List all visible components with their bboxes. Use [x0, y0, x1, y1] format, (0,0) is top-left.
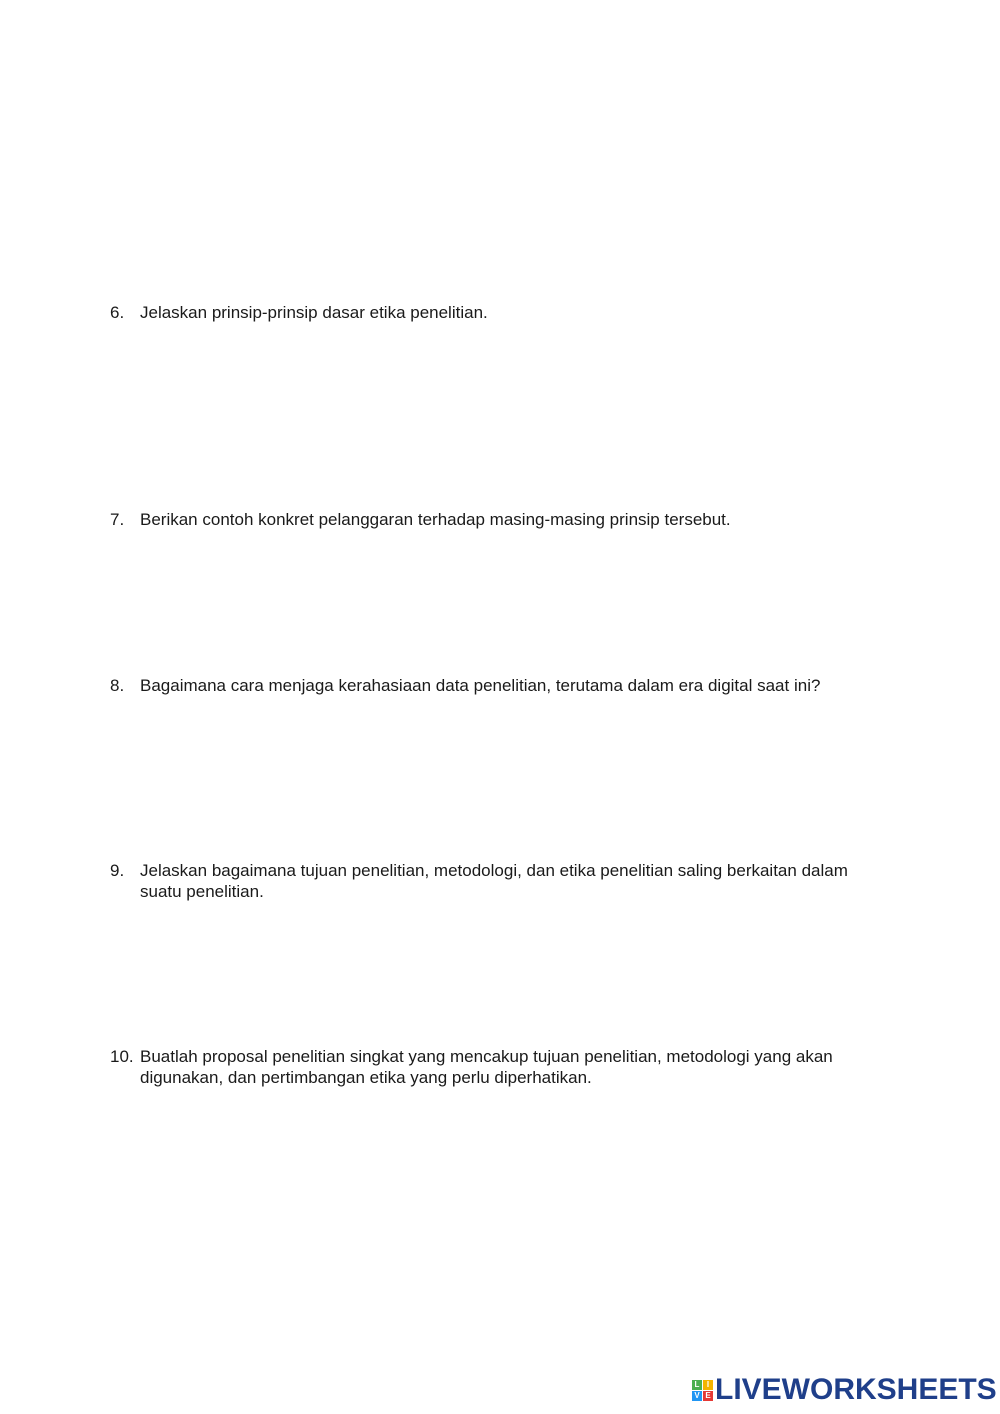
- question-number: 7.: [110, 510, 125, 529]
- logo-tile-v: V: [692, 1391, 702, 1401]
- question-10: [110, 1046, 890, 1088]
- question-text: Bagaimana cara menjaga kerahasiaan data penelitian, terutama dalam era digital saat ini?: [140, 676, 821, 695]
- question-number: 6.: [110, 303, 125, 322]
- question-text: Jelaskan prinsip-prinsip dasar etika penelitian.: [140, 303, 488, 322]
- question-number: 10.: [110, 1047, 134, 1066]
- question-number: 8.: [110, 676, 125, 695]
- question-6: [110, 302, 890, 323]
- question-8: [110, 675, 890, 696]
- question-7: [110, 509, 890, 530]
- logo-icon: [692, 1380, 713, 1401]
- question-text: Berikan contoh konkret pelanggaran terhadap masing-masing prinsip tersebut.: [140, 510, 731, 529]
- question-text: Buatlah proposal penelitian singkat yang mencakup tujuan penelitian, metodologi yang akan digunakan, dan pertimbangan etika yang perlu diperhatikan.: [140, 1047, 833, 1087]
- logo-tile-l: L: [692, 1380, 702, 1390]
- question-number: 9.: [110, 861, 125, 880]
- logo-tile-e: E: [703, 1391, 713, 1401]
- question-9: [110, 860, 890, 902]
- logo-text: LIVEWORKSHEETS: [715, 1373, 997, 1406]
- question-text: Jelaskan bagaimana tujuan penelitian, metodologi, dan etika penelitian saling berkaitan dalam suatu penelitian.: [140, 861, 848, 901]
- liveworksheets-logo: [692, 1374, 997, 1406]
- logo-tile-i: I: [703, 1380, 713, 1390]
